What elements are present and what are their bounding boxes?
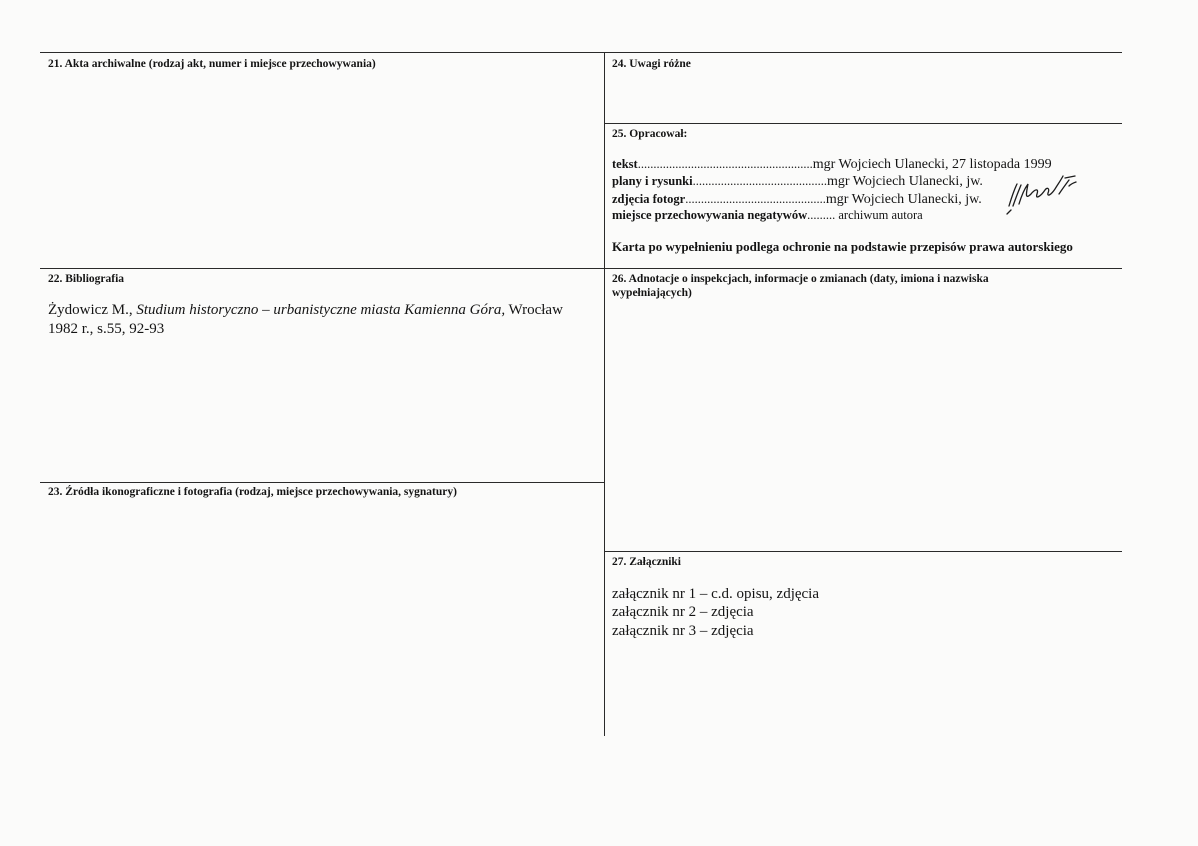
copyright-note: Karta po wypełnieniu podlega ochronie na podstawie przepisów prawa autorskiego [612,239,1073,254]
section-23-header: 23. Źródła ikonograficzne i fotografia (rodzaj, miejsce przechowywania, sygnatury) [48,486,457,498]
bib-title: Studium historyczno – urbanistyczne miasta Kamienna Góra, [136,302,506,318]
section-26-header-line1: 26. Adnotacje o inspekcjach, informacje o zmianach (daty, imiona i nazwiska [612,273,989,285]
opracowal-row-negatywy [612,208,923,223]
section-21-header: 21. Akta archiwalne (rodzaj akt, numer i miejsce przechowywania) [48,58,376,70]
section-22-header: 22. Bibliografia [48,273,125,285]
attachment-item-1: załącznik nr 1 – c.d. opisu, zdjęcia [612,586,819,602]
row-value: mgr Wojciech Ulanecki, jw. [825,192,982,207]
section-26-header-line2: wypełniających) [612,287,692,299]
row-label: plany i rysunki [612,174,693,188]
section-25-header: 25. Opracował: [612,128,688,140]
row-label: miejsce przechowywania negatywów [612,208,808,222]
divider-26-27 [604,551,1122,552]
center-divider [604,52,605,736]
bibliography-entry-line1 [48,302,563,319]
row-dots: ......... [807,208,836,222]
section-27-header: 27. Załączniki [612,556,682,568]
section-24-header: 24. Uwagi różne [612,58,691,70]
bib-place: Wrocław [505,302,563,318]
divider-row-22 [40,268,1122,269]
divider-22-23 [40,482,604,483]
top-border-line [40,52,1122,53]
row-label: tekst [612,157,638,171]
row-value: mgr Wojciech Ulanecki, jw. [826,174,983,189]
opracowal-row-tekst [612,157,1052,173]
row-dots: ........................................... [692,174,827,188]
divider-24-25 [604,123,1122,124]
row-value: archiwum autora [835,208,923,222]
row-dots: ........................................................ [637,157,813,171]
attachment-item-2: załącznik nr 2 – zdjęcia [612,604,754,620]
row-label: zdjęcia fotogr [612,192,686,206]
bib-author: Żydowicz M., [48,302,137,318]
row-dots: ............................................. [685,192,826,206]
opracowal-row-plany [612,174,983,190]
handwritten-signature [1003,170,1083,220]
row-value: mgr Wojciech Ulanecki, 27 listopada 1999 [812,157,1052,172]
bibliography-entry-line2: 1982 r., s.55, 92-93 [48,321,165,337]
opracowal-row-zdjecia [612,192,982,208]
attachment-item-3: załącznik nr 3 – zdjęcia [612,623,754,639]
